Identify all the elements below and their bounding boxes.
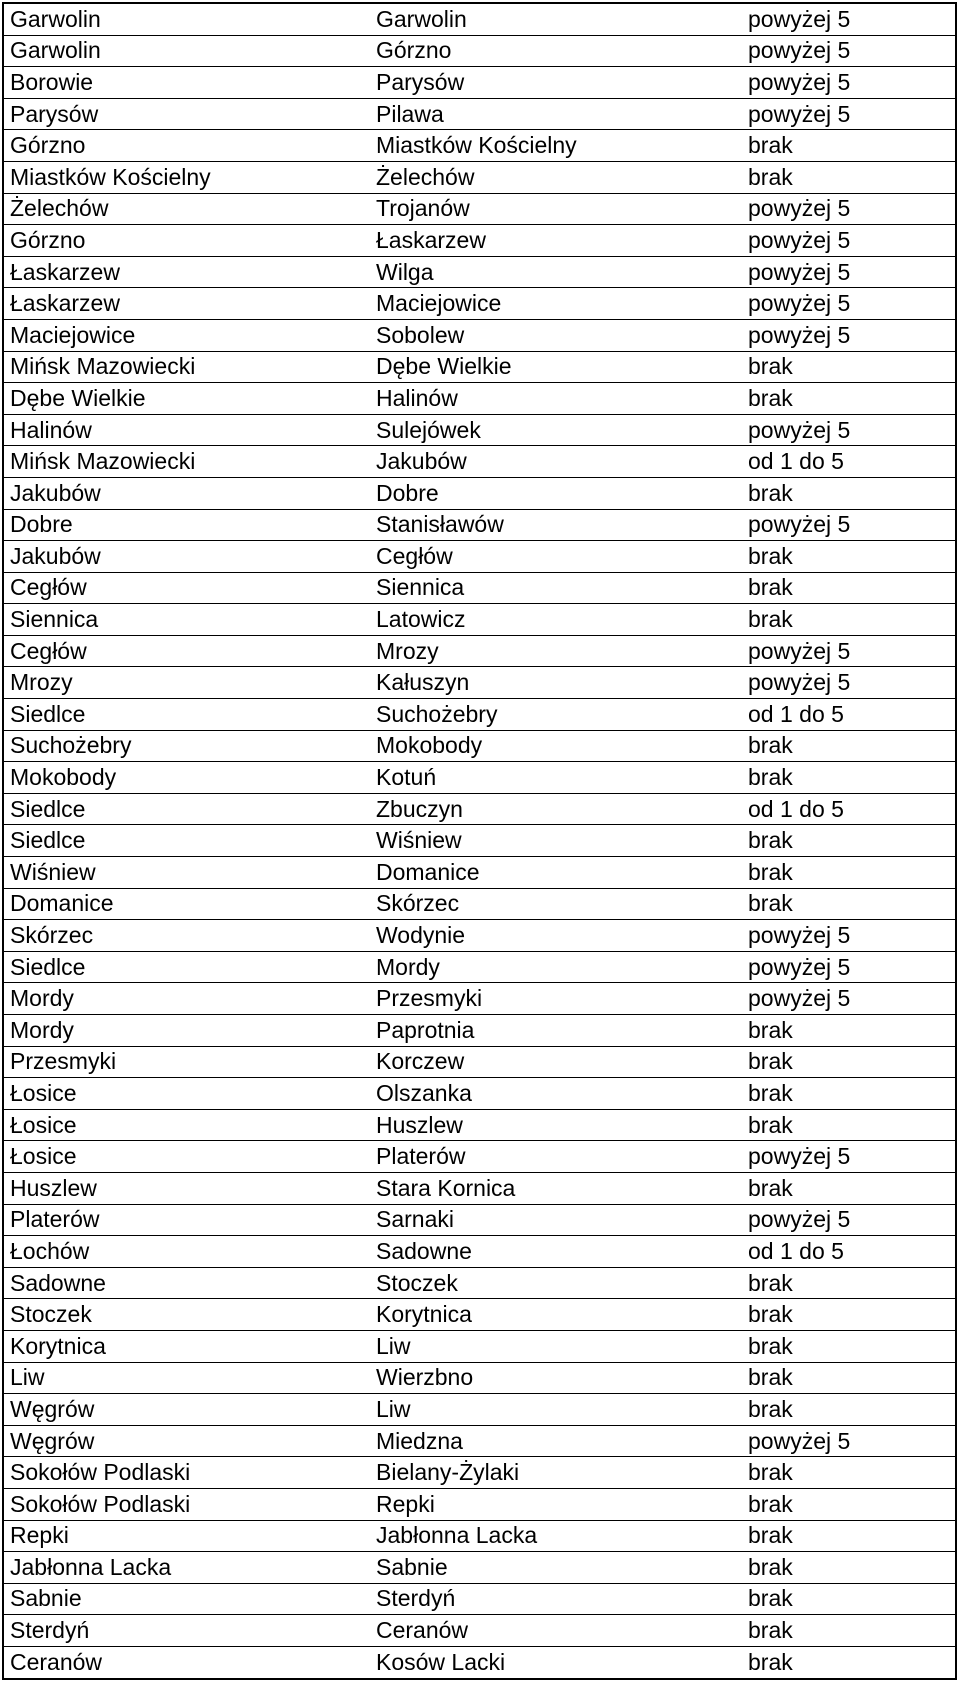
to-cell: Halinów [376, 384, 458, 411]
value-cell: brak [748, 1016, 793, 1043]
from-cell: Przesmyki [10, 1048, 117, 1075]
table-row [4, 952, 955, 984]
from-cell: Wiśniew [10, 858, 96, 885]
table-row [4, 194, 955, 226]
to-cell: Skórzec [376, 890, 460, 917]
to-cell: Sadowne [376, 1237, 472, 1264]
table-row [4, 352, 955, 384]
from-cell: Borowie [10, 68, 94, 95]
to-cell: Łaskarzew [376, 226, 486, 253]
table-row [4, 478, 955, 510]
to-cell: Dobre [376, 479, 439, 506]
table-row [4, 1015, 955, 1047]
to-cell: Liw [376, 1395, 411, 1422]
to-cell: Wodynie [376, 922, 466, 949]
value-cell: powyżej 5 [748, 290, 851, 317]
value-cell: powyżej 5 [748, 195, 851, 222]
from-cell: Łaskarzew [10, 290, 120, 317]
from-cell: Parysów [10, 100, 99, 127]
to-cell: Kosów Lacki [376, 1649, 506, 1676]
to-cell: Pilawa [376, 100, 444, 127]
value-cell: brak [748, 606, 793, 633]
from-cell: Sterdyń [10, 1617, 90, 1644]
table-row [4, 794, 955, 826]
value-cell: brak [748, 479, 793, 506]
table-row [4, 1331, 955, 1363]
to-cell: Mordy [376, 953, 440, 980]
from-cell: Dobre [10, 511, 73, 538]
table-row [4, 667, 955, 699]
to-cell: Ceranów [376, 1617, 469, 1644]
to-cell: Latowicz [376, 606, 466, 633]
from-cell: Jakubów [10, 542, 101, 569]
table-row [4, 288, 955, 320]
value-cell: brak [748, 1332, 793, 1359]
value-cell: powyżej 5 [748, 1206, 851, 1233]
table-row [4, 731, 955, 763]
to-cell: Domanice [376, 858, 480, 885]
value-cell: powyżej 5 [748, 669, 851, 696]
from-cell: Górzno [10, 226, 86, 253]
to-cell: Maciejowice [376, 290, 502, 317]
value-cell: powyżej 5 [748, 226, 851, 253]
to-cell: Miedzna [376, 1427, 463, 1454]
from-cell: Siedlce [10, 795, 86, 822]
table-row [4, 162, 955, 194]
table-row [4, 699, 955, 731]
table-row [4, 1299, 955, 1331]
to-cell: Kotuń [376, 764, 437, 791]
table-row [4, 99, 955, 131]
value-cell: brak [748, 1522, 793, 1549]
table-row [4, 1078, 955, 1110]
value-cell: brak [748, 1585, 793, 1612]
from-cell: Sokołów Podlaski [10, 1459, 191, 1486]
table-row [4, 1489, 955, 1521]
value-cell: brak [748, 1490, 793, 1517]
to-cell: Huszlew [376, 1111, 463, 1138]
from-cell: Sadowne [10, 1269, 106, 1296]
from-cell: Miastków Kościelny [10, 163, 211, 190]
to-cell: Jakubów [376, 448, 467, 475]
value-cell: brak [748, 764, 793, 791]
value-cell: od 1 do 5 [748, 700, 844, 727]
value-cell: brak [748, 1553, 793, 1580]
to-cell: Paprotnia [376, 1016, 475, 1043]
from-cell: Mińsk Mazowiecki [10, 448, 196, 475]
table-row [4, 1141, 955, 1173]
to-cell: Olszanka [376, 1079, 472, 1106]
to-cell: Mokobody [376, 732, 483, 759]
table-row [4, 257, 955, 289]
table-row [4, 4, 955, 36]
from-cell: Korytnica [10, 1332, 106, 1359]
table-row [4, 1615, 955, 1647]
to-cell: Sarnaki [376, 1206, 454, 1233]
value-cell: powyżej 5 [748, 37, 851, 64]
from-cell: Łochów [10, 1237, 90, 1264]
from-cell: Sokołów Podlaski [10, 1490, 191, 1517]
table-row [4, 67, 955, 99]
to-cell: Stanisławów [376, 511, 504, 538]
from-cell: Górzno [10, 132, 86, 159]
to-cell: Sobolew [376, 321, 465, 348]
value-cell: powyżej 5 [748, 100, 851, 127]
to-cell: Garwolin [376, 5, 467, 32]
from-cell: Dębe Wielkie [10, 384, 146, 411]
from-cell: Skórzec [10, 922, 94, 949]
data-table [2, 2, 957, 1680]
value-cell: brak [748, 1079, 793, 1106]
from-cell: Jakubów [10, 479, 101, 506]
value-cell: brak [748, 542, 793, 569]
value-cell: brak [748, 732, 793, 759]
value-cell: od 1 do 5 [748, 795, 844, 822]
table-row [4, 983, 955, 1015]
table-row [4, 1394, 955, 1426]
from-cell: Ceranów [10, 1649, 103, 1676]
to-cell: Repki [376, 1490, 435, 1517]
value-cell: powyżej 5 [748, 258, 851, 285]
value-cell: powyżej 5 [748, 1143, 851, 1170]
from-cell: Łosice [10, 1079, 77, 1106]
from-cell: Mrozy [10, 669, 73, 696]
value-cell: brak [748, 353, 793, 380]
to-cell: Dębe Wielkie [376, 353, 512, 380]
value-cell: brak [748, 1111, 793, 1138]
to-cell: Kałuszyn [376, 669, 470, 696]
to-cell: Wierzbno [376, 1364, 474, 1391]
value-cell: brak [748, 1174, 793, 1201]
to-cell: Sulejówek [376, 416, 481, 443]
value-cell: powyżej 5 [748, 321, 851, 348]
from-cell: Stoczek [10, 1301, 92, 1328]
to-cell: Liw [376, 1332, 411, 1359]
from-cell: Żelechów [10, 195, 109, 222]
table-row [4, 541, 955, 573]
table-row [4, 1647, 955, 1679]
from-cell: Mińsk Mazowiecki [10, 353, 196, 380]
value-cell: powyżej 5 [748, 416, 851, 443]
to-cell: Górzno [376, 37, 452, 64]
table-row [4, 1110, 955, 1142]
table-row [4, 920, 955, 952]
from-cell: Mokobody [10, 764, 117, 791]
table-row [4, 889, 955, 921]
value-cell: brak [748, 1459, 793, 1486]
table-row [4, 446, 955, 478]
to-cell: Stara Kornica [376, 1174, 516, 1201]
from-cell: Siedlce [10, 827, 86, 854]
from-cell: Huszlew [10, 1174, 97, 1201]
value-cell: brak [748, 1269, 793, 1296]
to-cell: Przesmyki [376, 985, 483, 1012]
to-cell: Żelechów [376, 163, 475, 190]
to-cell: Korczew [376, 1048, 465, 1075]
table-row [4, 1363, 955, 1395]
from-cell: Siennica [10, 606, 99, 633]
table-row [4, 415, 955, 447]
value-cell: brak [748, 1649, 793, 1676]
from-cell: Łosice [10, 1143, 77, 1170]
to-cell: Siennica [376, 574, 465, 601]
from-cell: Garwolin [10, 5, 101, 32]
from-cell: Sabnie [10, 1585, 82, 1612]
value-cell: brak [748, 1364, 793, 1391]
value-cell: powyżej 5 [748, 1427, 851, 1454]
value-cell: brak [748, 1617, 793, 1644]
to-cell: Parysów [376, 68, 465, 95]
from-cell: Cegłów [10, 637, 87, 664]
table-row [4, 573, 955, 605]
value-cell: brak [748, 827, 793, 854]
from-cell: Mordy [10, 985, 74, 1012]
value-cell: od 1 do 5 [748, 1237, 844, 1264]
to-cell: Wilga [376, 258, 434, 285]
value-cell: od 1 do 5 [748, 448, 844, 475]
value-cell: powyżej 5 [748, 68, 851, 95]
value-cell: brak [748, 1395, 793, 1422]
from-cell: Garwolin [10, 37, 101, 64]
to-cell: Cegłów [376, 542, 453, 569]
table-row [4, 130, 955, 162]
from-cell: Węgrów [10, 1427, 95, 1454]
to-cell: Bielany-Żylaki [376, 1459, 520, 1486]
from-cell: Platerów [10, 1206, 100, 1233]
to-cell: Sabnie [376, 1553, 448, 1580]
table-row [4, 225, 955, 257]
from-cell: Liw [10, 1364, 45, 1391]
table-row [4, 825, 955, 857]
value-cell: powyżej 5 [748, 511, 851, 538]
table-row [4, 320, 955, 352]
from-cell: Łaskarzew [10, 258, 120, 285]
value-cell: powyżej 5 [748, 953, 851, 980]
table-row [4, 1584, 955, 1616]
table-row [4, 636, 955, 668]
value-cell: powyżej 5 [748, 985, 851, 1012]
value-cell: brak [748, 574, 793, 601]
value-cell: brak [748, 1048, 793, 1075]
table-row [4, 604, 955, 636]
table-row [4, 1552, 955, 1584]
from-cell: Mordy [10, 1016, 74, 1043]
value-cell: brak [748, 132, 793, 159]
table-row [4, 1521, 955, 1553]
from-cell: Siedlce [10, 700, 86, 727]
table-row [4, 1426, 955, 1458]
from-cell: Cegłów [10, 574, 87, 601]
to-cell: Mrozy [376, 637, 439, 664]
value-cell: powyżej 5 [748, 637, 851, 664]
to-cell: Platerów [376, 1143, 466, 1170]
value-cell: brak [748, 890, 793, 917]
from-cell: Węgrów [10, 1395, 95, 1422]
to-cell: Wiśniew [376, 827, 462, 854]
to-cell: Stoczek [376, 1269, 458, 1296]
table-row [4, 1457, 955, 1489]
from-cell: Maciejowice [10, 321, 136, 348]
from-cell: Halinów [10, 416, 92, 443]
from-cell: Suchożebry [10, 732, 132, 759]
to-cell: Korytnica [376, 1301, 472, 1328]
table-row [4, 1205, 955, 1237]
value-cell: brak [748, 163, 793, 190]
from-cell: Repki [10, 1522, 69, 1549]
from-cell: Jabłonna Lacka [10, 1553, 172, 1580]
table-row [4, 36, 955, 68]
value-cell: powyżej 5 [748, 5, 851, 32]
table-row [4, 1236, 955, 1268]
table-row [4, 1173, 955, 1205]
from-cell: Domanice [10, 890, 114, 917]
table-row [4, 762, 955, 794]
to-cell: Suchożebry [376, 700, 498, 727]
to-cell: Jabłonna Lacka [376, 1522, 538, 1549]
table-row [4, 1268, 955, 1300]
from-cell: Siedlce [10, 953, 86, 980]
from-cell: Łosice [10, 1111, 77, 1138]
to-cell: Sterdyń [376, 1585, 456, 1612]
value-cell: brak [748, 384, 793, 411]
to-cell: Zbuczyn [376, 795, 463, 822]
value-cell: brak [748, 858, 793, 885]
to-cell: Trojanów [376, 195, 470, 222]
value-cell: powyżej 5 [748, 922, 851, 949]
table-row [4, 383, 955, 415]
table-row [4, 857, 955, 889]
table-row [4, 510, 955, 542]
table-row [4, 1047, 955, 1079]
value-cell: brak [748, 1301, 793, 1328]
to-cell: Miastków Kościelny [376, 132, 577, 159]
